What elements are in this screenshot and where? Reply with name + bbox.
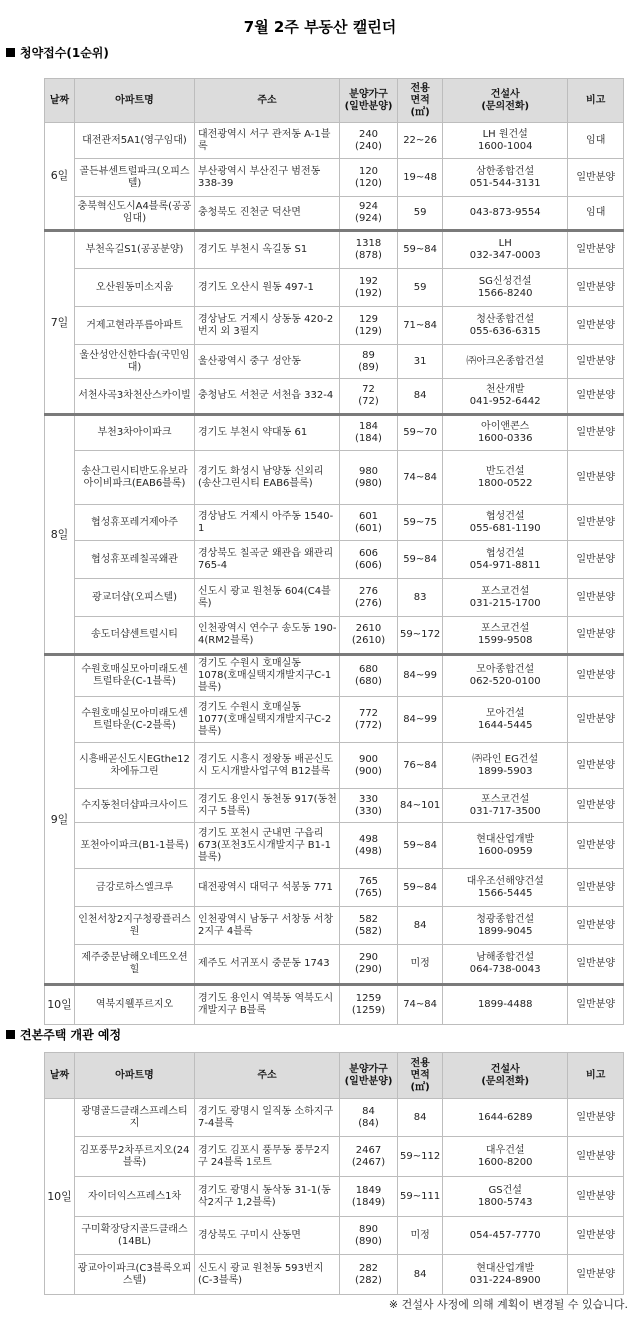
- address-cell: 경기도 부천시 약대동 61: [195, 415, 340, 451]
- builder-cell: 삼한종합건설 051-544-3131: [443, 159, 568, 197]
- builder-cell: 1899-4488: [443, 985, 568, 1025]
- table-row: [45, 697, 624, 743]
- apartment-name-cell: 제주중문남해오네뜨오션힐: [75, 945, 195, 985]
- area-cell: 19~48: [398, 159, 443, 197]
- builder-cell: 포스코건설 031-717-3500: [443, 789, 568, 823]
- header-units: 분양가구 (일반분양): [340, 1053, 398, 1099]
- table-row: [45, 789, 624, 823]
- units-cell: 330 (330): [340, 789, 398, 823]
- footnote: ※ 건설사 사정에 의해 계획이 변경될 수 있습니다.: [388, 1298, 628, 1311]
- units-cell: 1849 (1849): [340, 1177, 398, 1217]
- builder-cell: 현대산업개발 1600-0959: [443, 823, 568, 869]
- address-cell: 신도시 광교 원천동 604(C4블록): [195, 579, 340, 617]
- units-cell: 1259 (1259): [340, 985, 398, 1025]
- header-date: 날짜: [45, 79, 75, 123]
- apartment-name-cell: 협성휴포레칠곡왜관: [75, 541, 195, 579]
- section-heading-subscription: [6, 44, 109, 61]
- header-note: 비고: [568, 79, 624, 123]
- builder-cell: GS건설 1800-5743: [443, 1177, 568, 1217]
- area-cell: 84~99: [398, 697, 443, 743]
- builder-cell: 아이앤콘스 1600-0336: [443, 415, 568, 451]
- area-cell: 84: [398, 907, 443, 945]
- note-cell: 임대: [568, 197, 624, 231]
- address-cell: 경기도 용인시 동천동 917(동천지구 5블록): [195, 789, 340, 823]
- area-cell: 22~26: [398, 123, 443, 159]
- units-cell: 72 (72): [340, 379, 398, 415]
- model-house-table: [44, 1052, 624, 1295]
- area-cell: 71~84: [398, 307, 443, 345]
- table-row: [45, 945, 624, 985]
- table-row: [45, 231, 624, 269]
- area-cell: 84: [398, 379, 443, 415]
- units-cell: 582 (582): [340, 907, 398, 945]
- area-cell: 84~99: [398, 655, 443, 697]
- header-units: 분양가구 (일반분양): [340, 79, 398, 123]
- address-cell: 충청북도 진천군 덕산면: [195, 197, 340, 231]
- table-row: [45, 1217, 624, 1255]
- note-cell: 일반분양: [568, 269, 624, 307]
- builder-cell: 협성건설 054-971-8811: [443, 541, 568, 579]
- units-cell: 606 (606): [340, 541, 398, 579]
- apartment-name-cell: 김포풍무2차푸르지오(24블록): [75, 1137, 195, 1177]
- note-cell: 일반분양: [568, 985, 624, 1025]
- units-cell: 282 (282): [340, 1255, 398, 1295]
- note-cell: 일반분양: [568, 1255, 624, 1295]
- address-cell: 경상남도 거제시 아주동 1540-1: [195, 505, 340, 541]
- builder-cell: LH 032-347-0003: [443, 231, 568, 269]
- square-bullet-icon: [6, 48, 15, 57]
- area-cell: 83: [398, 579, 443, 617]
- table-row: [45, 415, 624, 451]
- apartment-name-cell: 대전관저5A1(영구임대): [75, 123, 195, 159]
- units-cell: 276 (276): [340, 579, 398, 617]
- note-cell: 일반분양: [568, 869, 624, 907]
- units-cell: 498 (498): [340, 823, 398, 869]
- section-label: 견본주택 개관 예정: [20, 1028, 122, 1042]
- table-row: [45, 505, 624, 541]
- header-builder: 건설사 (문의전화): [443, 1053, 568, 1099]
- table-row: [45, 869, 624, 907]
- area-cell: 31: [398, 345, 443, 379]
- apartment-name-cell: 서천사곡3차천산스카이빌: [75, 379, 195, 415]
- builder-cell: 043-873-9554: [443, 197, 568, 231]
- table-row: [45, 1099, 624, 1137]
- address-cell: 경기도 광명시 동삭동 31-1(동삭2지구 1,2블록): [195, 1177, 340, 1217]
- table-row: [45, 1137, 624, 1177]
- area-cell: 74~84: [398, 451, 443, 505]
- area-cell: 59: [398, 269, 443, 307]
- area-cell: 76~84: [398, 743, 443, 789]
- note-cell: 일반분양: [568, 655, 624, 697]
- table-row: [45, 823, 624, 869]
- address-cell: 인천광역시 남동구 서창동 서창2지구 4블록: [195, 907, 340, 945]
- area-cell: 59~84: [398, 541, 443, 579]
- area-cell: 59~75: [398, 505, 443, 541]
- units-cell: 765 (765): [340, 869, 398, 907]
- builder-cell: 1644-6289: [443, 1099, 568, 1137]
- table-row: [45, 269, 624, 307]
- header-addr: 주소: [195, 79, 340, 123]
- address-cell: 신도시 광교 원천동 593번지(C-3블록): [195, 1255, 340, 1295]
- note-cell: 일반분양: [568, 743, 624, 789]
- table-row: [45, 541, 624, 579]
- header-apt: 아파트명: [75, 1053, 195, 1099]
- note-cell: 일반분양: [568, 231, 624, 269]
- address-cell: 대전광역시 서구 관저동 A-1블록: [195, 123, 340, 159]
- note-cell: 일반분양: [568, 789, 624, 823]
- units-cell: 129 (129): [340, 307, 398, 345]
- units-cell: 890 (890): [340, 1217, 398, 1255]
- area-cell: 미정: [398, 945, 443, 985]
- builder-cell: 천산개발 041-952-6442: [443, 379, 568, 415]
- units-cell: 240 (240): [340, 123, 398, 159]
- builder-cell: ㈜아크온종합건설: [443, 345, 568, 379]
- note-cell: 일반분양: [568, 1137, 624, 1177]
- note-cell: 일반분양: [568, 415, 624, 451]
- table-row: [45, 197, 624, 231]
- apartment-name-cell: 수원호매실모아미래도센트럴타운(C-2블록): [75, 697, 195, 743]
- units-cell: 980 (980): [340, 451, 398, 505]
- area-cell: 59~111: [398, 1177, 443, 1217]
- builder-cell: 청산종합건설 055-636-6315: [443, 307, 568, 345]
- address-cell: 경기도 화성시 남양동 신외리(송산그린시티 EAB6블록): [195, 451, 340, 505]
- address-cell: 경상북도 구미시 산동면: [195, 1217, 340, 1255]
- area-cell: 59: [398, 197, 443, 231]
- note-cell: 일반분양: [568, 1177, 624, 1217]
- builder-cell: 포스코건설 031-215-1700: [443, 579, 568, 617]
- header-area: 전용 면적 (㎡): [398, 79, 443, 123]
- apartment-name-cell: 수지동천더샵파크사이드: [75, 789, 195, 823]
- address-cell: 대전광역시 대덕구 석봉동 771: [195, 869, 340, 907]
- area-cell: 84: [398, 1099, 443, 1137]
- address-cell: 경기도 수원시 호매실동 1078(호매실택지개발지구C-1블록): [195, 655, 340, 697]
- area-cell: 59~84: [398, 823, 443, 869]
- address-cell: 인천광역시 연수구 송도동 190-4(RM2블록): [195, 617, 340, 655]
- section-heading-model-house: [6, 1026, 121, 1043]
- address-cell: 경기도 오산시 원동 497-1: [195, 269, 340, 307]
- table-row: [45, 451, 624, 505]
- table-row: [45, 617, 624, 655]
- address-cell: 경기도 포천시 군내면 구읍리 673(포천3도시개발지구 B1-1블록): [195, 823, 340, 869]
- area-cell: 84~101: [398, 789, 443, 823]
- address-cell: 경기도 광명시 일직동 소하지구 7-4블록: [195, 1099, 340, 1137]
- builder-cell: SG신성건설 1566-8240: [443, 269, 568, 307]
- header-builder: 건설사 (문의전화): [443, 79, 568, 123]
- builder-cell: 청광종합건설 1899-9045: [443, 907, 568, 945]
- apartment-name-cell: 송도더샵센트럴시티: [75, 617, 195, 655]
- address-cell: 경기도 부천시 옥길동 S1: [195, 231, 340, 269]
- apartment-name-cell: 금강로하스엘크루: [75, 869, 195, 907]
- note-cell: 일반분양: [568, 697, 624, 743]
- apartment-name-cell: 울산성안신한다솜(국민임대): [75, 345, 195, 379]
- apartment-name-cell: 광교아이파크(C3블록오피스텔): [75, 1255, 195, 1295]
- units-cell: 84 (84): [340, 1099, 398, 1137]
- apartment-name-cell: 협성휴포레거제아주: [75, 505, 195, 541]
- builder-cell: LH 원건설 1600-1004: [443, 123, 568, 159]
- apartment-name-cell: 자이더익스프레스1차: [75, 1177, 195, 1217]
- units-cell: 772 (772): [340, 697, 398, 743]
- builder-cell: 남해종합건설 064-738-0043: [443, 945, 568, 985]
- apartment-name-cell: 포천아이파크(B1-1블록): [75, 823, 195, 869]
- address-cell: 부산광역시 부산진구 범전동 338-39: [195, 159, 340, 197]
- table-row: [45, 159, 624, 197]
- units-cell: 2467 (2467): [340, 1137, 398, 1177]
- builder-cell: 모아종합건설 062-520-0100: [443, 655, 568, 697]
- square-bullet-icon: [6, 1030, 15, 1039]
- header-area: 전용 면적 (㎡): [398, 1053, 443, 1099]
- units-cell: 120 (120): [340, 159, 398, 197]
- units-cell: 601 (601): [340, 505, 398, 541]
- date-cell: 9일: [45, 655, 75, 985]
- page-title: 7월 2주 부동산 캘린더: [243, 18, 397, 36]
- apartment-name-cell: 역북지웰푸르지오: [75, 985, 195, 1025]
- address-cell: 경기도 수원시 호매실동 1077(호매실택지개발지구C-2블록): [195, 697, 340, 743]
- builder-cell: 모아건설 1644-5445: [443, 697, 568, 743]
- table-row: [45, 345, 624, 379]
- table-row: [45, 123, 624, 159]
- header-apt: 아파트명: [75, 79, 195, 123]
- units-cell: 89 (89): [340, 345, 398, 379]
- apartment-name-cell: 골든뷰센트럴파크(오피스텔): [75, 159, 195, 197]
- note-cell: 일반분양: [568, 617, 624, 655]
- note-cell: 일반분양: [568, 907, 624, 945]
- table-row: [45, 579, 624, 617]
- header-note: 비고: [568, 1053, 624, 1099]
- note-cell: 일반분양: [568, 541, 624, 579]
- note-cell: 일반분양: [568, 379, 624, 415]
- section-label: 청약접수(1순위): [20, 46, 109, 60]
- date-cell: 10일: [45, 1099, 75, 1295]
- apartment-name-cell: 송산그린시티반도유보라아이비파크(EAB6블록): [75, 451, 195, 505]
- table-row: [45, 307, 624, 345]
- apartment-name-cell: 거제고현라푸름아파트: [75, 307, 195, 345]
- builder-cell: 협성건설 055-681-1190: [443, 505, 568, 541]
- area-cell: 59~84: [398, 231, 443, 269]
- date-cell: 7일: [45, 231, 75, 415]
- note-cell: 일반분양: [568, 159, 624, 197]
- note-cell: 일반분양: [568, 1217, 624, 1255]
- date-cell: 6일: [45, 123, 75, 231]
- apartment-name-cell: 인천서창2지구청광플러스원: [75, 907, 195, 945]
- date-cell: 8일: [45, 415, 75, 655]
- apartment-name-cell: 오산원동미소지움: [75, 269, 195, 307]
- area-cell: 59~84: [398, 869, 443, 907]
- note-cell: 일반분양: [568, 345, 624, 379]
- address-cell: 경기도 김포시 풍무동 풍무2지구 24블록 1로트: [195, 1137, 340, 1177]
- units-cell: 924 (924): [340, 197, 398, 231]
- address-cell: 경기도 용인시 역북동 역북도시개발지구 B블록: [195, 985, 340, 1025]
- address-cell: 경상남도 거제시 상동동 420-2번지 외 3필지: [195, 307, 340, 345]
- builder-cell: 포스코건설 1599-9508: [443, 617, 568, 655]
- units-cell: 900 (900): [340, 743, 398, 789]
- note-cell: 일반분양: [568, 823, 624, 869]
- apartment-name-cell: 광명골드클래스프레스티지: [75, 1099, 195, 1137]
- table-row: [45, 379, 624, 415]
- apartment-name-cell: 부천3차아이파크: [75, 415, 195, 451]
- address-cell: 경기도 시흥시 정왕동 배곧신도시 도시개발사업구역 B12블록: [195, 743, 340, 789]
- builder-cell: 대우조선해양건설 1566-5445: [443, 869, 568, 907]
- area-cell: 84: [398, 1255, 443, 1295]
- address-cell: 울산광역시 중구 성안동: [195, 345, 340, 379]
- units-cell: 184 (184): [340, 415, 398, 451]
- apartment-name-cell: 구미확장당지골드클래스(14BL): [75, 1217, 195, 1255]
- address-cell: 충청남도 서천군 서천읍 332-4: [195, 379, 340, 415]
- header-addr: 주소: [195, 1053, 340, 1099]
- note-cell: 일반분양: [568, 505, 624, 541]
- builder-cell: ㈜라인 EG건설 1899-5903: [443, 743, 568, 789]
- units-cell: 290 (290): [340, 945, 398, 985]
- area-cell: 59~172: [398, 617, 443, 655]
- units-cell: 1318 (878): [340, 231, 398, 269]
- builder-cell: 반도건설 1800-0522: [443, 451, 568, 505]
- note-cell: 일반분양: [568, 579, 624, 617]
- builder-cell: 현대산업개발 031-224-8900: [443, 1255, 568, 1295]
- table-row: [45, 907, 624, 945]
- units-cell: 192 (192): [340, 269, 398, 307]
- note-cell: 일반분양: [568, 1099, 624, 1137]
- area-cell: 59~112: [398, 1137, 443, 1177]
- table-row: [45, 743, 624, 789]
- apartment-name-cell: 시흥배곧신도시EGthe12차에듀그린: [75, 743, 195, 789]
- apartment-name-cell: 부천옥길S1(공공분양): [75, 231, 195, 269]
- note-cell: 일반분양: [568, 451, 624, 505]
- subscription-table: [44, 78, 624, 1025]
- area-cell: 59~70: [398, 415, 443, 451]
- apartment-name-cell: 수원호매실모아미래도센트럴타운(C-1블록): [75, 655, 195, 697]
- apartment-name-cell: 광교더샵(오피스텔): [75, 579, 195, 617]
- area-cell: 74~84: [398, 985, 443, 1025]
- area-cell: 미정: [398, 1217, 443, 1255]
- builder-cell: 대우건설 1600-8200: [443, 1137, 568, 1177]
- table-row: [45, 985, 624, 1025]
- apartment-name-cell: 충북혁신도시A4블록(공공임대): [75, 197, 195, 231]
- address-cell: 경상북도 칠곡군 왜관읍 왜관리 765-4: [195, 541, 340, 579]
- note-cell: 일반분양: [568, 945, 624, 985]
- address-cell: 제주도 서귀포시 중문동 1743: [195, 945, 340, 985]
- note-cell: 임대: [568, 123, 624, 159]
- table-row: [45, 1177, 624, 1217]
- builder-cell: 054-457-7770: [443, 1217, 568, 1255]
- header-date: 날짜: [45, 1053, 75, 1099]
- table-row: [45, 1255, 624, 1295]
- date-cell: 10일: [45, 985, 75, 1025]
- note-cell: 일반분양: [568, 307, 624, 345]
- units-cell: 2610 (2610): [340, 617, 398, 655]
- units-cell: 680 (680): [340, 655, 398, 697]
- table-row: [45, 655, 624, 697]
